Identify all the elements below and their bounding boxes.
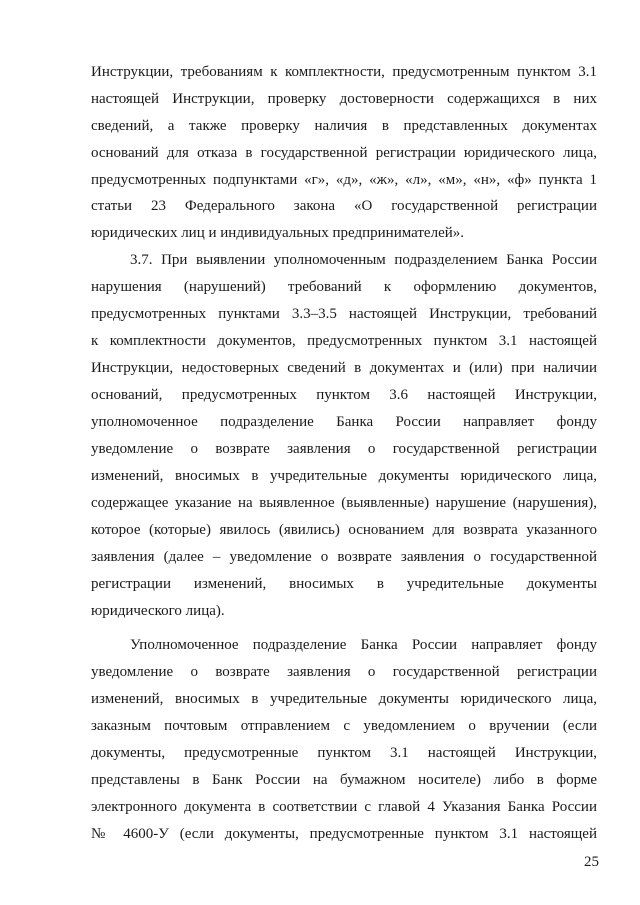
paragraph-start-line: 3.7. При выявлении уполномоченным подразделением Банка России [130, 252, 597, 268]
text-line: уведомление о возврате заявления о государственной регистрации [91, 664, 597, 680]
text-line: Инструкции, недостоверных сведений в документах и (или) при наличии [91, 360, 597, 376]
text-line: уведомление о возврате заявления о государственной регистрации [91, 441, 597, 457]
text-line: нарушения (нарушений) требований к оформлению документов, [91, 279, 597, 295]
text-line: электронного документа в соответствии с главой 4 Указания Банка России [91, 799, 597, 815]
paragraph-start-line: Уполномоченное подразделение Банка России направляет фонду [130, 637, 597, 653]
text-line: оснований, предусмотренных пунктом 3.6 настоящей Инструкции, [91, 387, 597, 403]
text-line: сведений, а также проверку наличия в представленных документах [91, 118, 597, 134]
text-line: № 4600-У (если документы, предусмотренные пунктом 3.1 настоящей [91, 826, 597, 842]
text-line: настоящей Инструкции, проверку достоверности содержащихся в них [91, 91, 597, 107]
text-line: содержащее указание на выявленное (выявленные) нарушение (нарушения), [91, 495, 597, 511]
text-line: которое (которые) явилось (явились) основанием для возврата указанного [91, 522, 597, 538]
text-line: изменений, вносимых в учредительные документы юридического лица, [91, 468, 597, 484]
page-number: 25 [584, 854, 599, 870]
text-line: предусмотренных пунктами 3.3–3.5 настоящей Инструкции, требований [91, 306, 597, 322]
text-line: документы, предусмотренные пунктом 3.1 настоящей Инструкции, [91, 745, 597, 761]
text-line: заказным почтовым отправлением с уведомлением о вручении (если [91, 718, 597, 734]
text-line: изменений, вносимых в учредительные документы юридического лица, [91, 691, 597, 707]
text-line: оснований для отказа в государственной регистрации юридического лица, [91, 145, 597, 161]
text-line: регистрации изменений, вносимых в учредительные документы [91, 576, 597, 592]
text-line: предусмотренных подпунктами «г», «д», «ж», «л», «м», «н», «ф» пункта 1 [91, 172, 597, 188]
text-line: юридического лица). [91, 603, 225, 619]
text-line: юридических лиц и индивидуальных предпринимателей». [91, 225, 465, 241]
text-line: представлены в Банк России на бумажном носителе) либо в форме [91, 772, 597, 788]
text-line: Инструкции, требованиям к комплектности, предусмотренным пунктом 3.1 [91, 64, 597, 80]
text-line: к комплектности документов, предусмотренных пунктом 3.1 настоящей [91, 333, 597, 349]
text-line: статьи 23 Федерального закона «О государственной регистрации [91, 198, 597, 214]
text-line: уполномоченное подразделение Банка России направляет фонду [91, 414, 597, 430]
text-line: заявления (далее – уведомление о возврате заявления о государственной [91, 549, 597, 565]
